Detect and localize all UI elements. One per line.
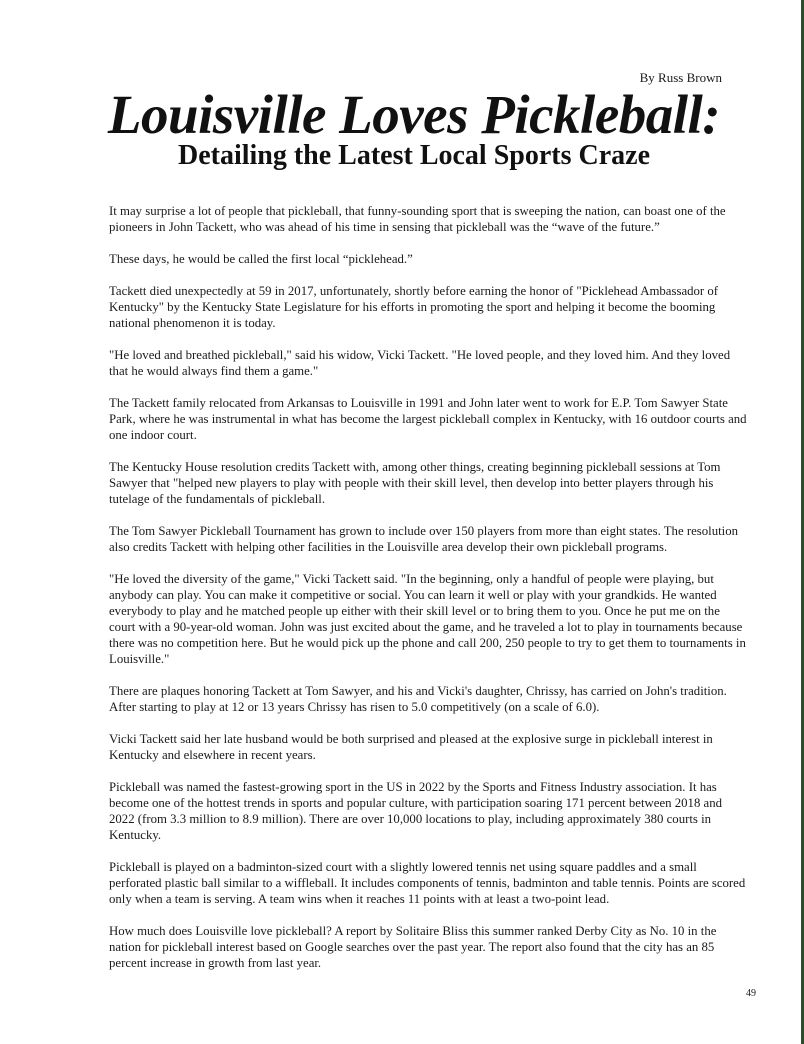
paragraph-7: The Tom Sawyer Pickleball Tournament has grown to include over 150 players from more than eight states. The resolution also credits Tackett with helping other facilities in the Louisville area develop their own pickleball programs. bbox=[109, 524, 739, 554]
article-body bbox=[109, 203, 749, 987]
paragraph-3: Tackett died unexpectedly at 59 in 2017, unfortunately, shortly before earning the honor of "Picklehead Ambassador of Kentucky" by the Kentucky State Legislature for his efforts in promoting the sport and helping it become the booming national phenomenon it is today. bbox=[109, 284, 719, 330]
paragraph-9: There are plaques honoring Tackett at Tom Sawyer, and his and Vicki's daughter, Chrissy, has carried on John's tradition. After starting to play at 12 or 13 years Chrissy has risen to 5.0 competitively (on a scale of 6.0). bbox=[109, 684, 727, 714]
paragraph-5: The Tackett family relocated from Arkansas to Louisville in 1991 and John later went to work for E.P. Tom Sawyer State Park, where he was instrumental in what has become the largest pickleball complex in Kentucky, with 16 outdoor courts and one indoor court. bbox=[109, 396, 747, 442]
paragraph-2: These days, he would be called the first local “picklehead.” bbox=[109, 252, 413, 266]
paragraph-13: How much does Louisville love pickleball? A report by Solitaire Bliss this summer ranked Derby City as No. 10 in the nation for pickleball interest based on Google searches over the past year. The report also found that the city has an 85 percent increase in growth from last year. bbox=[109, 924, 717, 970]
paragraph-8: "He loved the diversity of the game," Vicki Tackett said. "In the beginning, only a handful of people were playing, but anybody can play. You can make it competitive or social. You can learn it well or play with your grandkids. He wanted everybody to play and he matched people up either with their skill level or to bring them to you. Once he put me on the court with a 90-year-old woman. John was just excited about the game, and he traveled a lot to play in tournaments because there was no competition here. But he would pick up the phone and call 200, 250 people to try to get them to tournaments in Louisville." bbox=[109, 572, 746, 666]
paragraph-1: It may surprise a lot of people that pickleball, that funny-sounding sport that is sweeping the nation, can boast one of the pioneers in John Tackett, who was ahead of his time in sensing that pickleball was the “wave of the future.” bbox=[109, 204, 726, 234]
paragraph-4: "He loved and breathed pickleball," said his widow, Vicki Tackett. "He loved people, and they loved him. And they loved that he would always find them a game." bbox=[109, 348, 731, 378]
paragraph-12: Pickleball is played on a badminton-sized court with a slightly lowered tennis net using square paddles and a small perforated plastic ball similar to a wiffleball. It includes components of tennis, badminton and table tennis. Points are scored only when a team is serving. A team wins when it reaches 11 points with at least a two-point lead. bbox=[109, 860, 746, 906]
byline: By Russ Brown bbox=[639, 70, 722, 85]
article-subtitle: Detailing the Latest Local Sports Craze bbox=[177, 140, 651, 171]
paragraph-6: The Kentucky House resolution credits Tackett with, among other things, creating beginning pickleball sessions at Tom Sawyer that "helped new players to play with people with their skill level, then develop into better players through his tutelage of the fundamentals of pickleball. bbox=[109, 460, 721, 506]
article-title: Louisville Loves Pickleball: bbox=[107, 84, 721, 145]
paragraph-10: Vicki Tackett said her late husband would be both surprised and pleased at the explosive surge in pickleball interest in Kentucky and elsewhere in recent years. bbox=[109, 732, 713, 762]
paragraph-11: Pickleball was named the fastest-growing sport in the US in 2022 by the Sports and Fitness Industry association. It has become one of the hottest trends in sports and popular culture, with participation soaring 171 percent between 2018 and 2022 (from 3.3 million to 8.9 million). There are over 10,000 locations to play, including approximately 380 courts in Kentucky. bbox=[109, 780, 723, 842]
page-number: 49 bbox=[746, 988, 756, 999]
